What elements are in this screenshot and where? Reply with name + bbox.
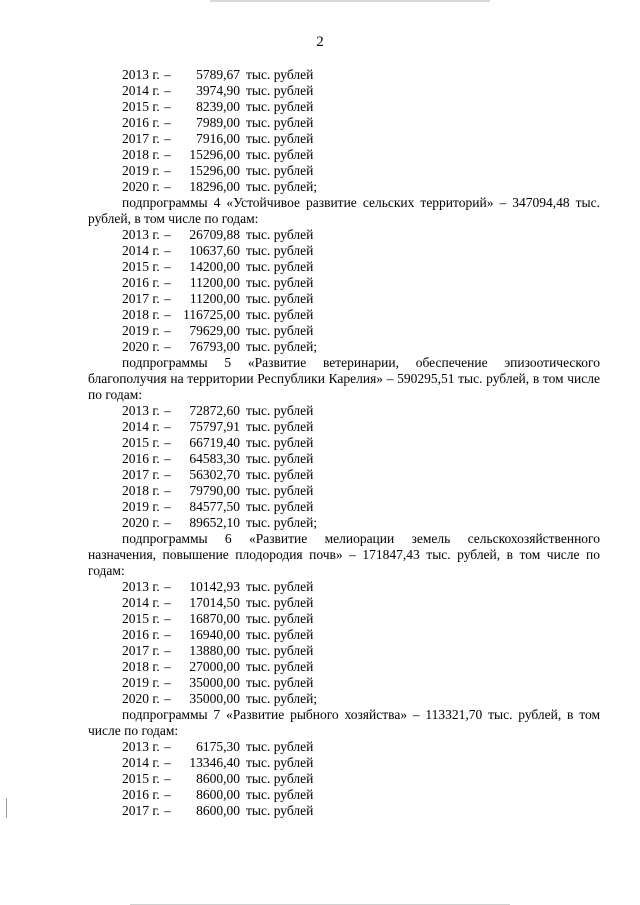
year-label: 2015 г.: [122, 435, 160, 450]
dash-separator: –: [164, 147, 171, 162]
unit-label: тыс. рублей: [246, 419, 314, 434]
dash-separator: –: [164, 643, 171, 658]
amount-value: 11200,00: [189, 275, 240, 290]
year-label: 2016 г.: [122, 115, 160, 130]
amount-value: 10637,60: [189, 243, 240, 258]
year-label: 2015 г.: [122, 99, 160, 114]
dash-separator: –: [164, 755, 171, 770]
unit-label: тыс. рублей: [246, 739, 314, 754]
year-label: 2013 г.: [122, 579, 160, 594]
amount-value: 79790,00: [189, 483, 240, 498]
funding-year-line: [88, 579, 600, 595]
amount-value: 3974,90: [196, 83, 240, 98]
unit-label: тыс. рублей: [246, 787, 314, 802]
dash-separator: –: [164, 179, 171, 194]
dash-separator: –: [164, 611, 171, 626]
unit-label: тыс. рублей: [246, 675, 314, 690]
unit-label: тыс. рублей: [246, 627, 314, 642]
dash-separator: –: [164, 339, 171, 354]
dash-separator: –: [164, 307, 171, 322]
amount-value: 35000,00: [189, 675, 240, 690]
unit-label: тыс. рублей: [246, 307, 314, 322]
amount-value: 16870,00: [189, 611, 240, 626]
funding-year-line: [88, 227, 600, 243]
amount-value: 64583,30: [189, 451, 240, 466]
year-label: 2016 г.: [122, 451, 160, 466]
year-label: 2020 г.: [122, 515, 160, 530]
unit-label: тыс. рублей: [246, 227, 314, 242]
dash-separator: –: [164, 131, 171, 146]
unit-label: тыс. рублей: [246, 83, 314, 98]
year-label: 2017 г.: [122, 291, 160, 306]
year-label: 2013 г.: [122, 67, 160, 82]
unit-label: тыс. рублей: [246, 579, 314, 594]
amount-value: 72872,60: [189, 403, 240, 418]
dash-separator: –: [164, 83, 171, 98]
dash-separator: –: [164, 259, 171, 274]
dash-separator: –: [164, 739, 171, 754]
amount-value: 7916,00: [196, 131, 240, 146]
year-label: 2014 г.: [122, 243, 160, 258]
unit-label: тыс. рублей: [246, 659, 314, 674]
amount-value: 8600,00: [196, 787, 240, 802]
year-label: 2020 г.: [122, 339, 160, 354]
dash-separator: –: [164, 435, 171, 450]
year-label: 2018 г.: [122, 147, 160, 162]
unit-label: тыс. рублей: [246, 755, 314, 770]
amount-value: 56302,70: [189, 467, 240, 482]
year-label: 2013 г.: [122, 739, 160, 754]
subprogram-paragraph: подпрограммы 6 «Развитие мелиорации земель сельскохозяйственного назначения, повышение плодородия почв» – 171847,43 тыс. рублей, в том числе по годам:: [88, 531, 600, 578]
funding-year-line: [88, 451, 600, 467]
amount-value: 13880,00: [189, 643, 240, 658]
year-label: 2019 г.: [122, 499, 160, 514]
dash-separator: –: [164, 227, 171, 242]
amount-value: 8600,00: [196, 803, 240, 818]
dash-separator: –: [164, 659, 171, 674]
amount-value: 75797,91: [189, 419, 240, 434]
amount-value: 116725,00: [183, 307, 240, 322]
dash-separator: –: [164, 419, 171, 434]
unit-label: тыс. рублей: [246, 643, 314, 658]
funding-year-line: [88, 467, 600, 483]
funding-year-line: [88, 771, 600, 787]
year-label: 2018 г.: [122, 483, 160, 498]
funding-year-line: [88, 307, 600, 323]
year-label: 2014 г.: [122, 595, 160, 610]
year-label: 2014 г.: [122, 419, 160, 434]
dash-separator: –: [164, 627, 171, 642]
funding-year-line: [88, 419, 600, 435]
amount-value: 35000,00: [189, 691, 240, 706]
dash-separator: –: [164, 499, 171, 514]
unit-label: тыс. рублей: [246, 275, 314, 290]
document-body: [88, 67, 600, 819]
dash-separator: –: [164, 451, 171, 466]
dash-separator: –: [164, 691, 171, 706]
year-label: 2017 г.: [122, 803, 160, 818]
year-label: 2013 г.: [122, 227, 160, 242]
dash-separator: –: [164, 243, 171, 258]
year-label: 2015 г.: [122, 259, 160, 274]
year-label: 2017 г.: [122, 131, 160, 146]
funding-year-line: [88, 163, 600, 179]
year-label: 2015 г.: [122, 771, 160, 786]
dash-separator: –: [164, 163, 171, 178]
year-label: 2019 г.: [122, 675, 160, 690]
year-label: 2018 г.: [122, 659, 160, 674]
dash-separator: –: [164, 803, 171, 818]
funding-year-line: [88, 659, 600, 675]
funding-year-line: [88, 323, 600, 339]
unit-label: тыс. рублей: [246, 163, 314, 178]
amount-value: 76793,00: [189, 339, 240, 354]
year-label: 2019 г.: [122, 323, 160, 338]
year-label: 2013 г.: [122, 403, 160, 418]
dash-separator: –: [164, 323, 171, 338]
amount-value: 15296,00: [189, 147, 240, 162]
funding-year-line: [88, 755, 600, 771]
dash-separator: –: [164, 403, 171, 418]
funding-year-line: [88, 115, 600, 131]
dash-separator: –: [164, 595, 171, 610]
amount-value: 15296,00: [189, 163, 240, 178]
year-label: 2016 г.: [122, 275, 160, 290]
unit-label: тыс. рублей;: [246, 339, 318, 354]
unit-label: тыс. рублей: [246, 291, 314, 306]
funding-year-line: [88, 259, 600, 275]
dash-separator: –: [164, 579, 171, 594]
funding-year-line: [88, 99, 600, 115]
unit-label: тыс. рублей: [246, 499, 314, 514]
funding-year-line: [88, 83, 600, 99]
amount-value: 79629,00: [189, 323, 240, 338]
year-label: 2020 г.: [122, 691, 160, 706]
amount-value: 17014,50: [189, 595, 240, 610]
unit-label: тыс. рублей: [246, 323, 314, 338]
page-number: 2: [316, 34, 324, 50]
unit-label: тыс. рублей: [246, 771, 314, 786]
year-label: 2014 г.: [122, 83, 160, 98]
year-label: 2014 г.: [122, 755, 160, 770]
unit-label: тыс. рублей: [246, 483, 314, 498]
funding-year-line: [88, 499, 600, 515]
funding-year-line: [88, 515, 600, 531]
subprogram-paragraph: подпрограммы 4 «Устойчивое развитие сельских территорий» – 347094,48 тыс. рублей, в том числе по годам:: [88, 195, 600, 226]
funding-year-line: [88, 243, 600, 259]
amount-value: 8239,00: [196, 99, 240, 114]
amount-value: 11200,00: [189, 291, 240, 306]
unit-label: тыс. рублей: [246, 131, 314, 146]
funding-year-line: [88, 339, 600, 355]
dash-separator: –: [164, 115, 171, 130]
dash-separator: –: [164, 515, 171, 530]
amount-value: 5789,67: [196, 67, 240, 82]
unit-label: тыс. рублей: [246, 99, 314, 114]
amount-value: 7989,00: [196, 115, 240, 130]
year-label: 2015 г.: [122, 611, 160, 626]
funding-year-line: [88, 67, 600, 83]
unit-label: тыс. рублей: [246, 595, 314, 610]
dash-separator: –: [164, 67, 171, 82]
unit-label: тыс. рублей: [246, 243, 314, 258]
funding-year-line: [88, 483, 600, 499]
unit-label: тыс. рублей;: [246, 515, 318, 530]
unit-label: тыс. рублей: [246, 451, 314, 466]
unit-label: тыс. рублей: [246, 435, 314, 450]
funding-year-line: [88, 179, 600, 195]
amount-value: 14200,00: [189, 259, 240, 274]
amount-value: 27000,00: [189, 659, 240, 674]
funding-year-line: [88, 275, 600, 291]
unit-label: тыс. рублей: [246, 259, 314, 274]
dash-separator: –: [164, 771, 171, 786]
unit-label: тыс. рублей: [246, 115, 314, 130]
year-label: 2019 г.: [122, 163, 160, 178]
year-label: 2020 г.: [122, 179, 160, 194]
unit-label: тыс. рублей: [246, 803, 314, 818]
unit-label: тыс. рублей: [246, 147, 314, 162]
unit-label: тыс. рублей;: [246, 691, 318, 706]
unit-label: тыс. рублей: [246, 67, 314, 82]
funding-year-line: [88, 611, 600, 627]
dash-separator: –: [164, 275, 171, 290]
amount-value: 10142,93: [189, 579, 240, 594]
amount-value: 84577,50: [189, 499, 240, 514]
unit-label: тыс. рублей: [246, 403, 314, 418]
amount-value: 6175,30: [196, 739, 240, 754]
year-label: 2016 г.: [122, 627, 160, 642]
dash-separator: –: [164, 99, 171, 114]
year-label: 2018 г.: [122, 307, 160, 322]
funding-year-line: [88, 787, 600, 803]
funding-year-line: [88, 675, 600, 691]
funding-year-line: [88, 435, 600, 451]
year-label: 2017 г.: [122, 643, 160, 658]
funding-year-line: [88, 627, 600, 643]
subprogram-paragraph: подпрограммы 7 «Развитие рыбного хозяйства» – 113321,70 тыс. рублей, в том числе по годам:: [88, 707, 600, 738]
unit-label: тыс. рублей: [246, 611, 314, 626]
dash-separator: –: [164, 483, 171, 498]
margin-mark: [6, 798, 7, 818]
amount-value: 18296,00: [189, 179, 240, 194]
funding-year-line: [88, 595, 600, 611]
amount-value: 13346,40: [189, 755, 240, 770]
amount-value: 8600,00: [196, 771, 240, 786]
amount-value: 26709,88: [189, 227, 240, 242]
funding-year-line: [88, 643, 600, 659]
scan-edge-top: [210, 0, 490, 2]
amount-value: 89652,10: [189, 515, 240, 530]
funding-year-line: [88, 131, 600, 147]
subprogram-paragraph: подпрограммы 5 «Развитие ветеринарии, обеспечение эпизоотического благополучия на территории Республики Карелия» – 590295,51 тыс. рублей, в том числе по годам:: [88, 355, 600, 402]
funding-year-line: [88, 147, 600, 163]
funding-year-line: [88, 403, 600, 419]
dash-separator: –: [164, 787, 171, 802]
funding-year-line: [88, 291, 600, 307]
funding-year-line: [88, 803, 600, 819]
amount-value: 16940,00: [189, 627, 240, 642]
dash-separator: –: [164, 291, 171, 306]
year-label: 2017 г.: [122, 467, 160, 482]
dash-separator: –: [164, 675, 171, 690]
funding-year-line: [88, 691, 600, 707]
amount-value: 66719,40: [189, 435, 240, 450]
funding-year-line: [88, 739, 600, 755]
unit-label: тыс. рублей;: [246, 179, 318, 194]
dash-separator: –: [164, 467, 171, 482]
unit-label: тыс. рублей: [246, 467, 314, 482]
year-label: 2016 г.: [122, 787, 160, 802]
